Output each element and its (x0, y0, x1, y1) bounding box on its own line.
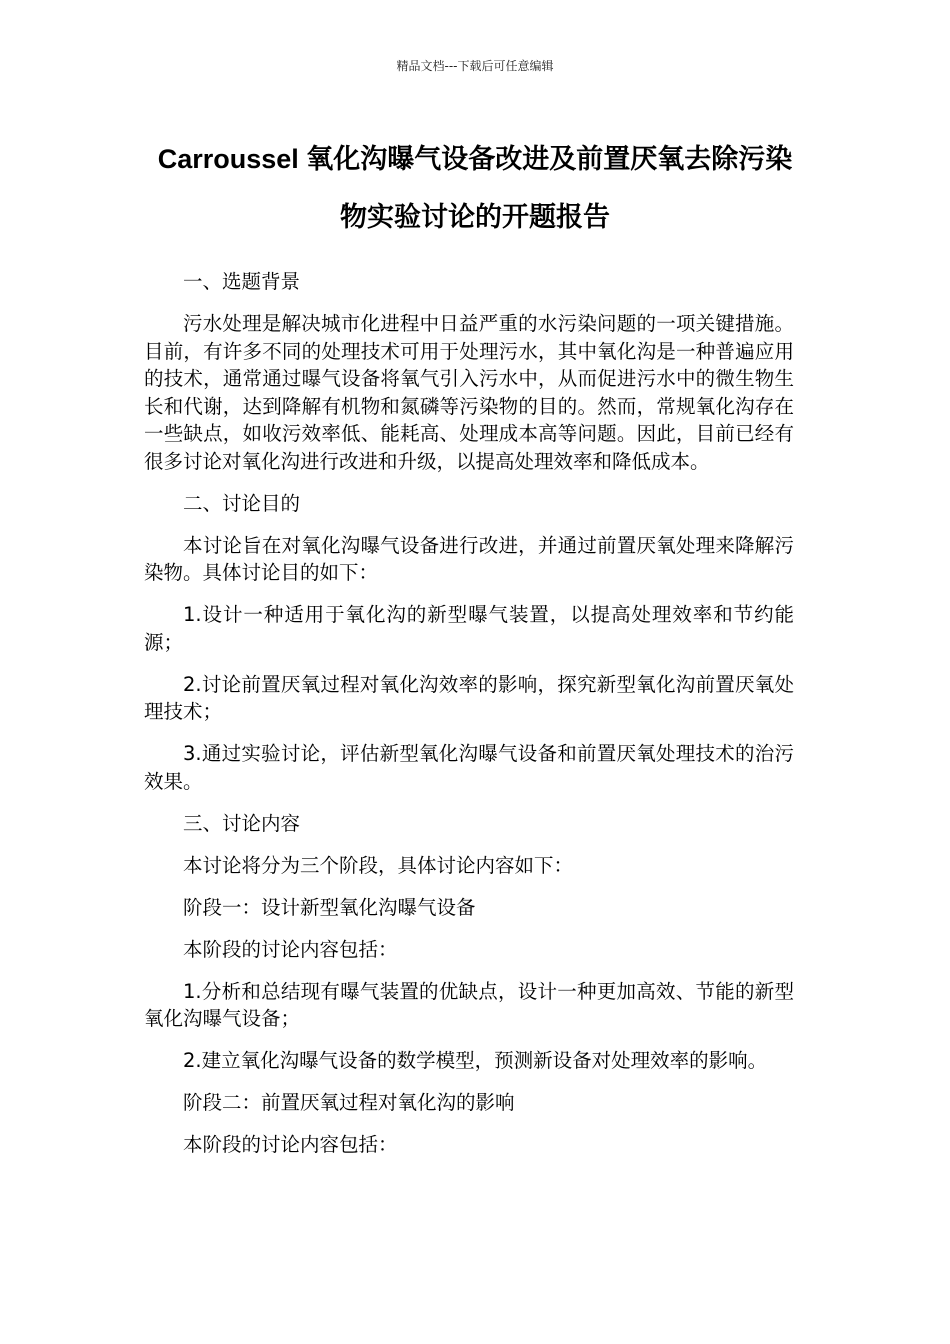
title-line-2: 物实验讨论的开题报告 (340, 202, 610, 232)
list-item-objective-1: 1.设计一种适用于氧化沟的新型曝气装置，以提高处理效率和节约能源； (144, 603, 794, 654)
paragraph-stage-2-intro: 本阶段的讨论内容包括： (183, 1133, 398, 1156)
section-heading-objectives: 二、讨论目的 (183, 491, 301, 515)
list-item-objective-2: 2.讨论前置厌氧过程对氧化沟效率的影响，探究新型氧化沟前置厌氧处理技术； (144, 672, 794, 723)
section-heading-background: 一、选题背景 (183, 270, 301, 293)
paragraph-objectives-intro: 本讨论旨在对氧化沟曝气设备进行改进，并通过前置厌氧处理来降解污染物。具体讨论目的如下： (144, 533, 794, 584)
stage-heading-2: 阶段二：前置厌氧过程对氧化沟的影响 (183, 1091, 515, 1114)
list-item-stage-1-1: 1.分析和总结现有曝气装置的优缺点，设计一种更加高效、节能的新型氧化沟曝气设备； (144, 979, 794, 1030)
paragraph-background: 污水处理是解决城市化进程中日益严重的水污染问题的一项关键措施。目前，有许多不同的处理技术可用于处理污水，其中氧化沟是一种普遍应用的技术，通常通过曝气设备将氧气引入污水中，从而促进污水中的微生物生长和代谢，达到降解有机物和氮磷等污染物的目的。然而，常规氧化沟存在一些缺点，如收污效率低、能耗高、处理成本高等问题。因此，目前已经有很多讨论对氧化沟进行改进和升级，以提高处理效率和降低成本。 (144, 312, 794, 473)
page-header-note: 精品文档---下载后可任意编辑 (396, 59, 554, 73)
stage-heading-1: 阶段一：设计新型氧化沟曝气设备 (183, 895, 476, 919)
paragraph-stage-1-intro: 本阶段的讨论内容包括： (183, 937, 398, 961)
document-title (120, 130, 830, 246)
title-line-1: Carroussel 氧化沟曝气设备改进及前置厌氧去除污染 (157, 144, 793, 174)
document-body (144, 268, 794, 1173)
list-item-stage-1-2: 2.建立氧化沟曝气设备的数学模型，预测新设备对处理效率的影响。 (183, 1049, 768, 1072)
list-item-objective-3: 3.通过实验讨论，评估新型氧化沟曝气设备和前置厌氧处理技术的治污效果。 (144, 742, 794, 793)
paragraph-content-intro: 本讨论将分为三个阶段，具体讨论内容如下： (183, 853, 574, 877)
section-heading-content: 三、讨论内容 (183, 811, 301, 835)
